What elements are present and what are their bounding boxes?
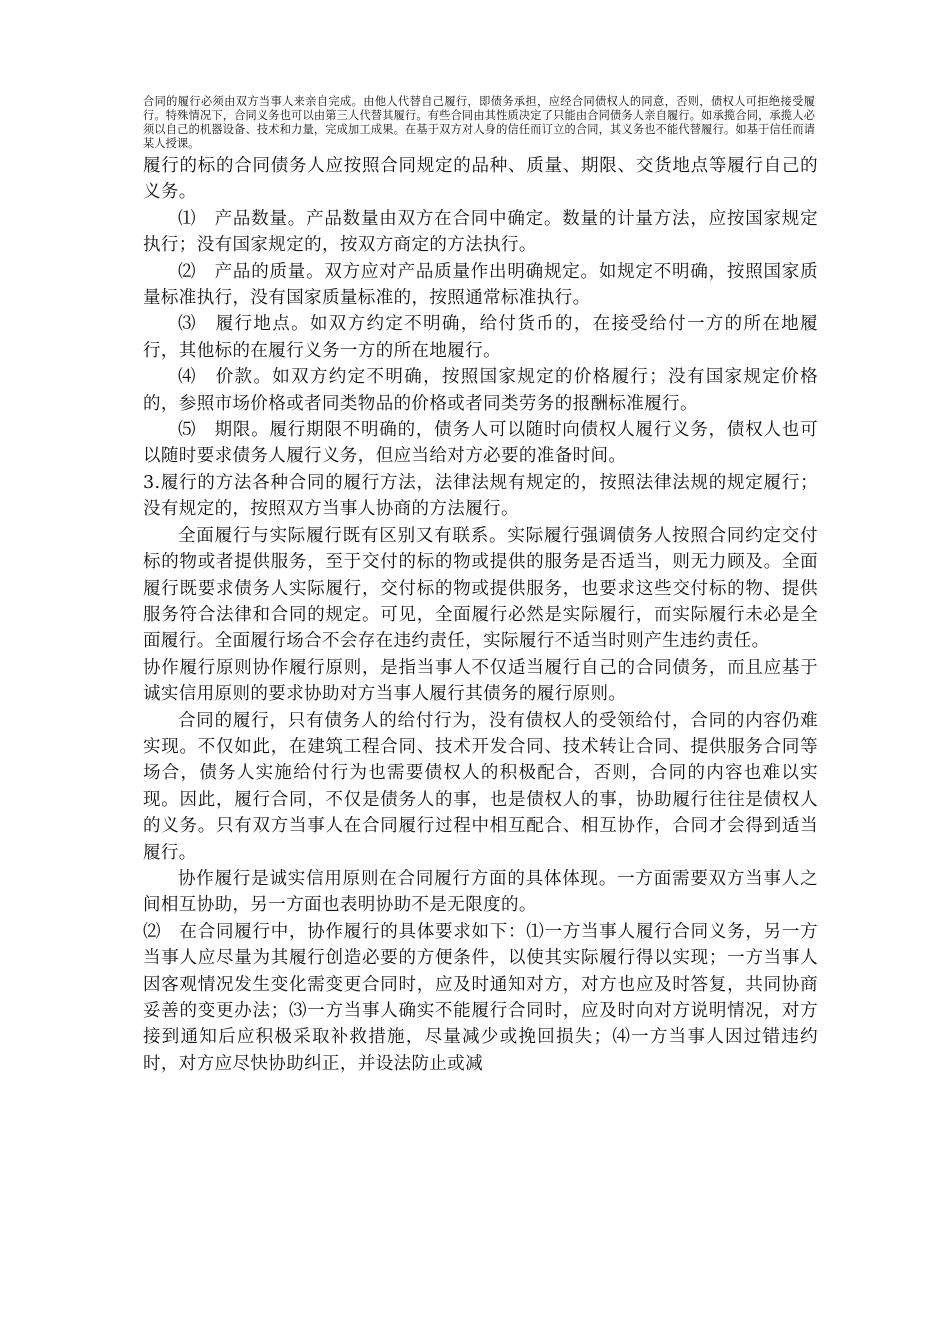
paragraph-place: ⑶ 履行地点。如双方约定不明确，给付货币的，在接受给付一方的所在地履行，其他标的在履行义务一方的所在地履行。 [143,314,818,361]
paragraph-quantity: ⑴ 产品数量。产品数量由双方在合同中确定。数量的计量方法，应按国家规定执行；没有国家规定的，按双方商定的方法执行。 [143,208,818,256]
paragraph-quality: ⑵ 产品的质量。双方应对产品质量作出明确规定。如规定不明确，按照国家质量标准执行，没有国家质量标准的，按照通常标准执行。 [143,261,818,309]
paragraph-cooperation-detail: 合同的履行，只有债务人的给付行为，没有债权人的受领给付，合同的内容仍难实现。不仅如此，在建筑工程合同、技术开发合同、技术转让合同、提供服务合同等场合，债务人实施给付行为也需要债权人的积极配合，否则，合同的内容也难以实现。因此，履行合同，不仅是债务人的事，也是债权人的事，协助履行往往是债权人的义务。只有双方当事人在合同履行过程中相互配合、相互协作，合同才会得到适当履行。 [143,710,818,863]
paragraph-full-vs-actual: 全面履行与实际履行既有区别又有联系。实际履行强调债务人按照合同约定交付标的物或者提供服务，至于交付的标的物或提供的服务是否适当，则无力顾及。全面履行既要求债务人实际履行，交付标的物或提供服务，也要求这些交付标的物、提供服务符合法律和合同的规定。可见，全面履行必然是实际履行，而实际履行未必是全面履行。全面履行场合不会存在违约责任，实际履行不适当时则产生违约责任。 [143,525,818,652]
document-body [143,153,818,1077]
paragraph-term: ⑸ 期限。履行期限不明确的，债务人可以随时向债权人履行义务，债权人也可以随时要求债务人履行义务，但应当给对方必要的准备时间。 [143,420,818,467]
header-note: 合同的履行必须由双方当事人来亲自完成。由他人代替自己履行，即债务承担，应经合同债权人的同意，否则，债权人可拒绝接受履行。特殊情况下，合同义务也可以由第三人代替其履行。有些合同由其性质决定了只能由合同债务人亲自履行。如承揽合同，承揽人必须以自己的机器设备、技术和力量，完成加工成果。在基于双方对人身的信任而订立的合同，其义务也不能代替履行。如基于信任而请某人授课。 [143,95,815,150]
paragraph-method: 3.履行的方法各种合同的履行方法，法律法规有规定的，按照法律法规的规定履行；没有规定的，按照双方当事人协商的方法履行。 [143,472,818,520]
paragraph-price: ⑷ 价款。如双方约定不明确，按照国家规定的价格履行；没有国家规定价格的，参照市场价格或者同类物品的价格或者同类劳务的报酬标准履行。 [143,367,818,414]
paragraph-performance-object: 履行的标的合同债务人应按照合同规定的品种、质量、期限、交货地点等履行自己的义务。 [143,156,818,203]
paragraph-cooperation-principle: 协作履行原则协作履行原则，是指当事人不仅适当履行自己的合同债务，而且应基于诚实信用原则的要求协助对方当事人履行其债务的履行原则。 [143,657,818,705]
paragraph-good-faith: 协作履行是诚实信用原则在合同履行方面的具体体现。一方面需要双方当事人之间相互协助，另一方面也表明协助不是无限度的。 [143,868,818,916]
paragraph-requirements: ⑵ 在合同履行中，协作履行的具体要求如下：⑴一方当事人履行合同义务，另一方当事人应尽量为其履行创造必要的方便条件，以使其实际履行得以实现；一方当事人因客观情况发生变化需变更合同时，应及时通知对方，对方也应及时答复，共同协商妥善的变更办法；⑶一方当事人确实不能履行合同时，应及时向对方说明情况，对方接到通知后应积极采取补救措施，尽量减少或挽回损失；⑷一方当事人因过错违约时，对方应尽快协助纠正，并设法防止或减 [143,921,818,1074]
